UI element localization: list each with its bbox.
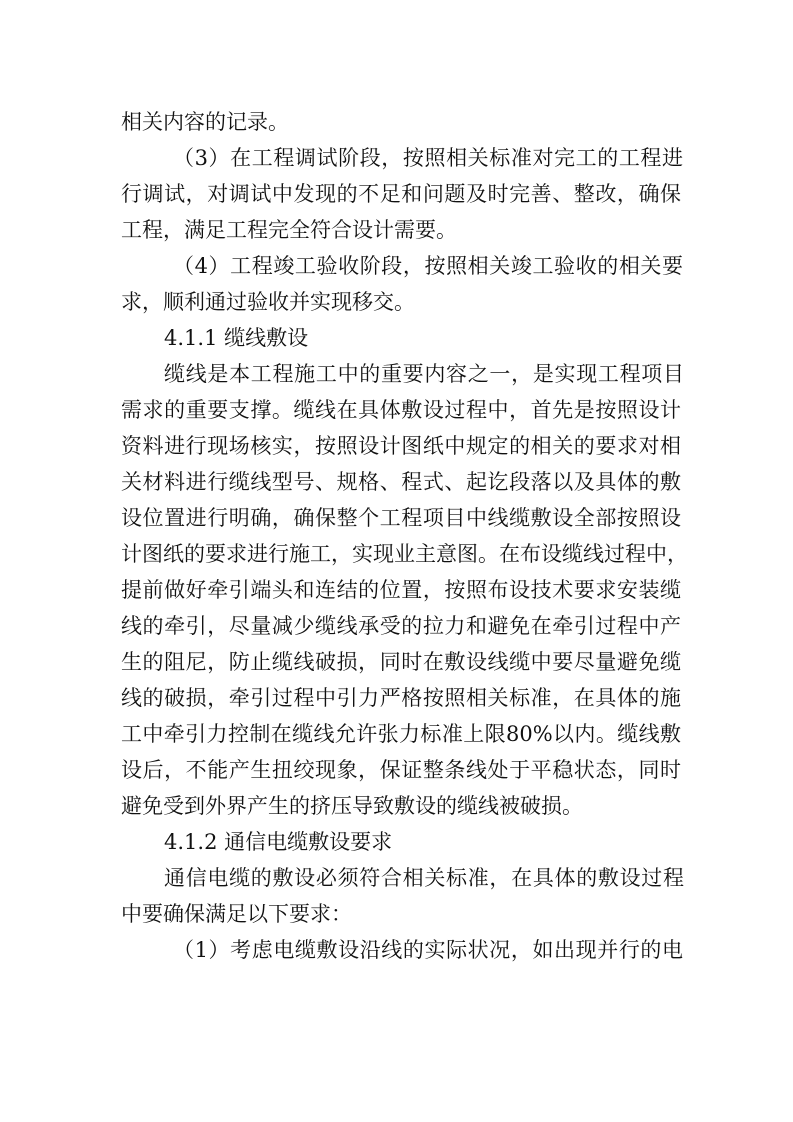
paragraph-line: 设后，不能产生扭绞现象，保证整条线处于平稳状态，同时 [121,758,681,782]
paragraph-line: 提前做好牵引端头和连结的位置，按照布设技术要求安装缆 [121,578,681,602]
paragraph-line: 需求的重要支撑。缆线在具体敷设过程中，首先是按照设计 [121,398,681,422]
paragraph-line: 行调试，对调试中发现的不足和问题及时完善、整改，确保 [121,182,681,206]
paragraph-line: （4）工程竣工验收阶段，按照相关竣工验收的相关要 [173,254,683,278]
section-heading-4-1-1: 4.1.1 缆线敷设 [164,326,309,350]
paragraph-line: 计图纸的要求进行施工，实现业主意图。在布设缆线过程中， [121,542,688,566]
paragraph-line: 工程，满足工程完全符合设计需要。 [121,218,457,242]
paragraph-line: （1）考虑电缆敷设沿线的实际状况，如出现并行的电 [173,938,683,962]
paragraph-line: 缆线是本工程施工中的重要内容之一，是实现工程项目 [164,362,684,386]
paragraph-line: 求，顺利通过验收并实现移交。 [121,290,415,314]
paragraph-line: 线的牵引，尽量减少缆线承受的拉力和避免在牵引过程中产 [121,614,681,638]
paragraph-line: 生的阻尼，防止缆线破损，同时在敷设线缆中要尽量避免缆 [121,650,681,674]
paragraph-line: 关材料进行缆线型号、规格、程式、起讫段落以及具体的敷 [121,470,681,494]
paragraph-line: 通信电缆的敷设必须符合相关标准，在具体的敷设过程 [164,866,684,890]
section-heading-4-1-2: 4.1.2 通信电缆敷设要求 [164,830,393,854]
paragraph-line: 线的破损，牵引过程中引力严格按照相关标准，在具体的施 [121,686,681,710]
paragraph-line: 资料进行现场核实，按照设计图纸中规定的相关的要求对相 [121,434,681,458]
paragraph-line: 避免受到外界产生的挤压导致敷设的缆线被破损。 [121,794,583,818]
paragraph-line: 工中牵引力控制在缆线允许张力标准上限80%以内。缆线敷 [121,722,681,746]
paragraph-line: 设位置进行明确，确保整个工程项目中线缆敷设全部按照设 [121,506,681,530]
paragraph-line: 相关内容的记录。 [121,110,289,134]
paragraph-line: 中要确保满足以下要求： [121,902,352,926]
paragraph-line: （3）在工程调试阶段，按照相关标准对完工的工程进 [173,146,683,170]
